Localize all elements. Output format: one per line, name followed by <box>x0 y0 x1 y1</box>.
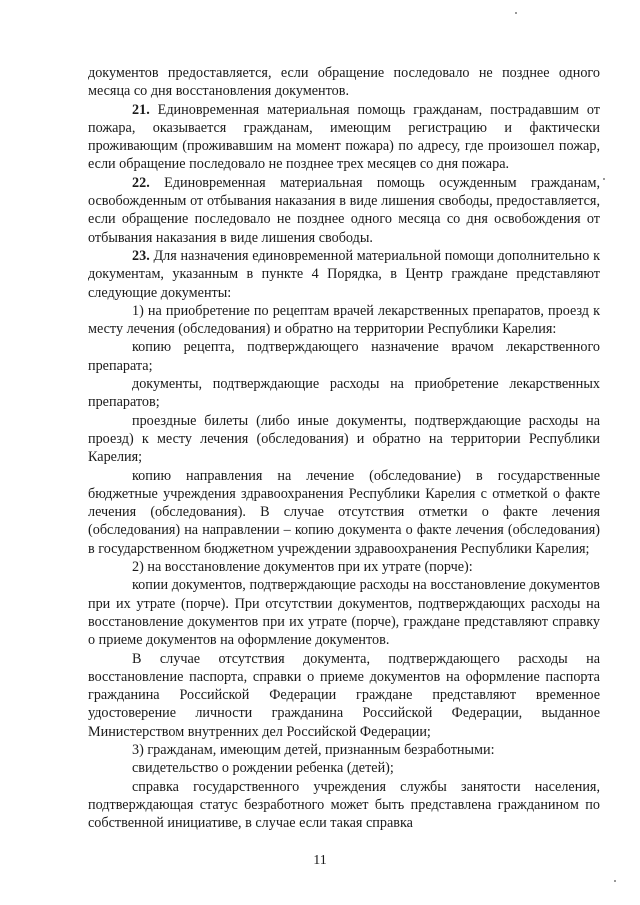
list-item-2: 2) на восстановление документов при их утрате (порче): <box>132 559 473 576</box>
paragraph-23: 23. Для назначения единовременной материальной помощи дополнительно к документам, указанным в пункте 4 Порядка, в Центр граждане представляют следующие документы: <box>88 247 600 301</box>
sub-item-restore-copies: копии документов, подтверждающие расходы на восстановление документов при их утрате (порче). При отсутствии документов, подтверждающих расходы на восстановление документов при их утрате (порче), граждане представляют справку о приеме документов на оформление документов. <box>88 577 600 649</box>
scan-speck <box>614 880 616 882</box>
sub-item-tickets: проездные билеты (либо иные документы, подтверждающие расходы на проезд) к месту лечения (обследования) и обратно на территории Республики Карелия; <box>88 412 600 466</box>
paragraph-22: 22. Единовременная материальная помощь осужденным гражданам, освобожденным от отбывания наказания в виде лишения свободы, предоставляется, если обращение последовало не позднее одного месяца со дня освобождения от отбывания наказания в виде лишения свободы. <box>88 174 600 246</box>
paragraph-21: 21. Единовременная материальная помощь гражданам, пострадавшим от пожара, оказывается гражданам, имеющим регистрацию и фактически проживающим (проживавшим на момент пожара) по адресу, где произошел пожар, если обращение последовало не позднее трех месяцев со дня пожара. <box>88 101 600 173</box>
sub-item-passport: В случае отсутствия документа, подтверждающего расходы на восстановление паспорта, справки о приеме документов на оформление паспорта гражданина Российской Федерации граждане представляют временное удостоверение личности гражданина Российской Федерации, выданное Министерством внутренних дел Российской Федерации; <box>88 650 600 740</box>
page-number: 11 <box>313 853 327 868</box>
sub-item-birth-certificate: свидетельство о рождении ребенка (детей); <box>132 760 394 777</box>
paragraph-number: 21. <box>132 101 150 118</box>
list-item-3: 3) гражданам, имеющим детей, признанным безработными: <box>132 741 495 758</box>
scan-speck <box>603 178 605 180</box>
list-item-1: 1) на приобретение по рецептам врачей лекарственных препаратов, проезд к месту лечения (обследования) и обратно на территории Республики Карелия: <box>88 302 600 338</box>
paragraph-number: 23. <box>132 247 150 264</box>
sub-item-referral: копию направления на лечение (обследование) в государственные бюджетные учреждения здравоохранения Республики Карелия с отметкой о факте лечения (обследования). В случае отсутствия отметки о факте лечения (обследования) на направлении – копию документа о факте лечения (обследования) в государственном бюджетном учреждении здравоохранения Республики Карелия; <box>88 467 600 557</box>
document-body <box>88 64 600 832</box>
sub-item-expenses: документы, подтверждающие расходы на приобретение лекарственных препаратов; <box>88 376 600 411</box>
paragraph-number: 22. <box>132 174 150 191</box>
sub-item-employment-certificate: справка государственного учреждения службы занятости населения, подтверждающая статус безработного может быть представлена гражданином по собственной инициативе, в случае если такая справка <box>88 778 600 832</box>
paragraph-continuation: документов предоставляется, если обращение последовало не позднее одного месяца со дня восстановления документов. <box>88 65 600 100</box>
scan-speck <box>515 12 517 14</box>
sub-item-prescription: копию рецепта, подтверждающего назначение врачом лекарственного препарата; <box>88 339 600 374</box>
